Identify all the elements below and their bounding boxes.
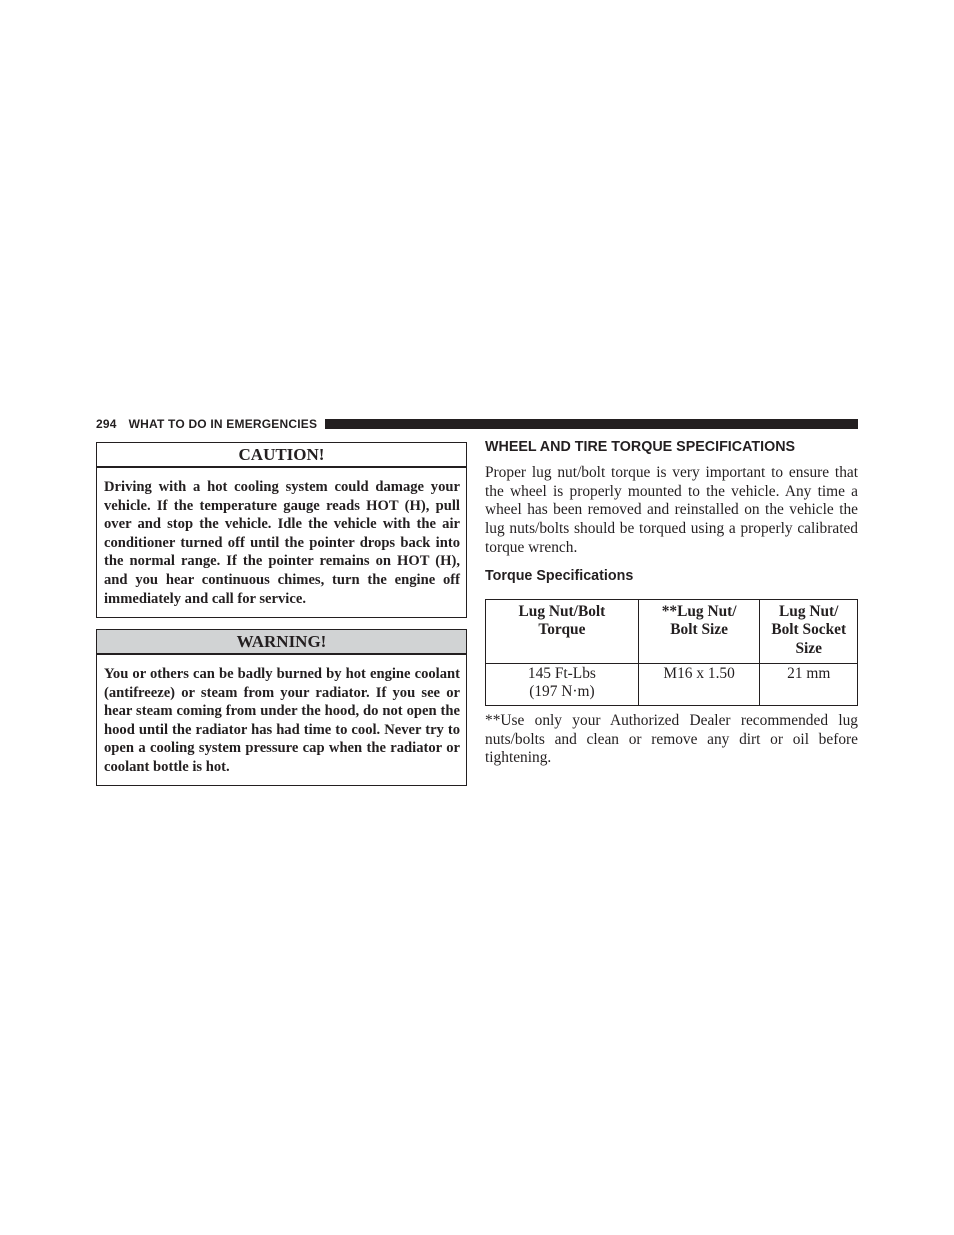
cell-bolt-size — [638, 663, 760, 705]
cell-socket-size — [760, 663, 858, 705]
header-text: Lug Nut/ — [779, 602, 839, 620]
warning-title: WARNING! — [97, 630, 466, 655]
page-header — [96, 417, 858, 431]
torque-subheading: Torque Specifications — [485, 567, 634, 584]
table-row — [486, 663, 858, 705]
section-name: WHAT TO DO IN EMERGENCIES — [128, 417, 318, 431]
header-rule — [325, 419, 858, 429]
torque-table — [485, 599, 858, 707]
cell-text: M16 x 1.50 — [663, 664, 735, 682]
warning-body: You or others can be badly burned by hot engine coolant (antifreeze) or steam from your radiator. If you see or hear steam coming from under the hood, do not open the hood until the radiator has had time to cool. Never try to open a cooling system pressure cap when the radiator or coolant bottle is hot. — [104, 666, 460, 775]
cell-text: (197 N·m) — [529, 683, 595, 701]
torque-section — [485, 438, 858, 768]
cell-text: 21 mm — [787, 664, 831, 682]
page-number: 294 — [96, 417, 117, 431]
header-text: Lug Nut/Bolt — [518, 602, 606, 620]
warning-box — [96, 629, 467, 786]
header-text: Bolt Size — [670, 621, 728, 639]
table-footnote: **Use only your Authorized Dealer recommended lug nuts/bolts and clean or remove any dirt or oil before tightening. — [485, 712, 858, 767]
header-text: **Lug Nut/ — [661, 602, 737, 620]
caution-box — [96, 442, 467, 618]
cell-text: 145 Ft-Lbs — [527, 664, 596, 682]
header-lug-nut-torque — [486, 599, 639, 663]
header-text: Bolt Socket — [771, 621, 847, 639]
caution-title: CAUTION! — [97, 443, 466, 468]
table-header-row — [486, 599, 858, 663]
header-bolt-size — [638, 599, 760, 663]
header-socket-size — [760, 599, 858, 663]
header-text: Size — [795, 639, 822, 657]
header-text: Torque — [538, 621, 586, 639]
section-heading: WHEEL AND TIRE TORQUE SPECIFICATIONS — [485, 439, 796, 455]
cell-torque-value — [486, 663, 639, 705]
caution-body: Driving with a hot cooling system could damage your vehicle. If the temperature gauge reads HOT (H), pull over and stop the vehicle. Idle the vehicle with the air conditioner turned off until the pointer drops back into the normal range. If the pointer remains on HOT (H), and you hear continuous chimes, turn the engine off immediately and call for service. — [104, 479, 460, 607]
intro-paragraph: Proper lug nut/bolt torque is very important to ensure that the wheel is properly mounted to the vehicle. Any time a wheel has been removed and reinstalled on the vehicle the lug nuts/bolts should be torqued using a properly calibrated torque wrench. — [485, 464, 858, 556]
